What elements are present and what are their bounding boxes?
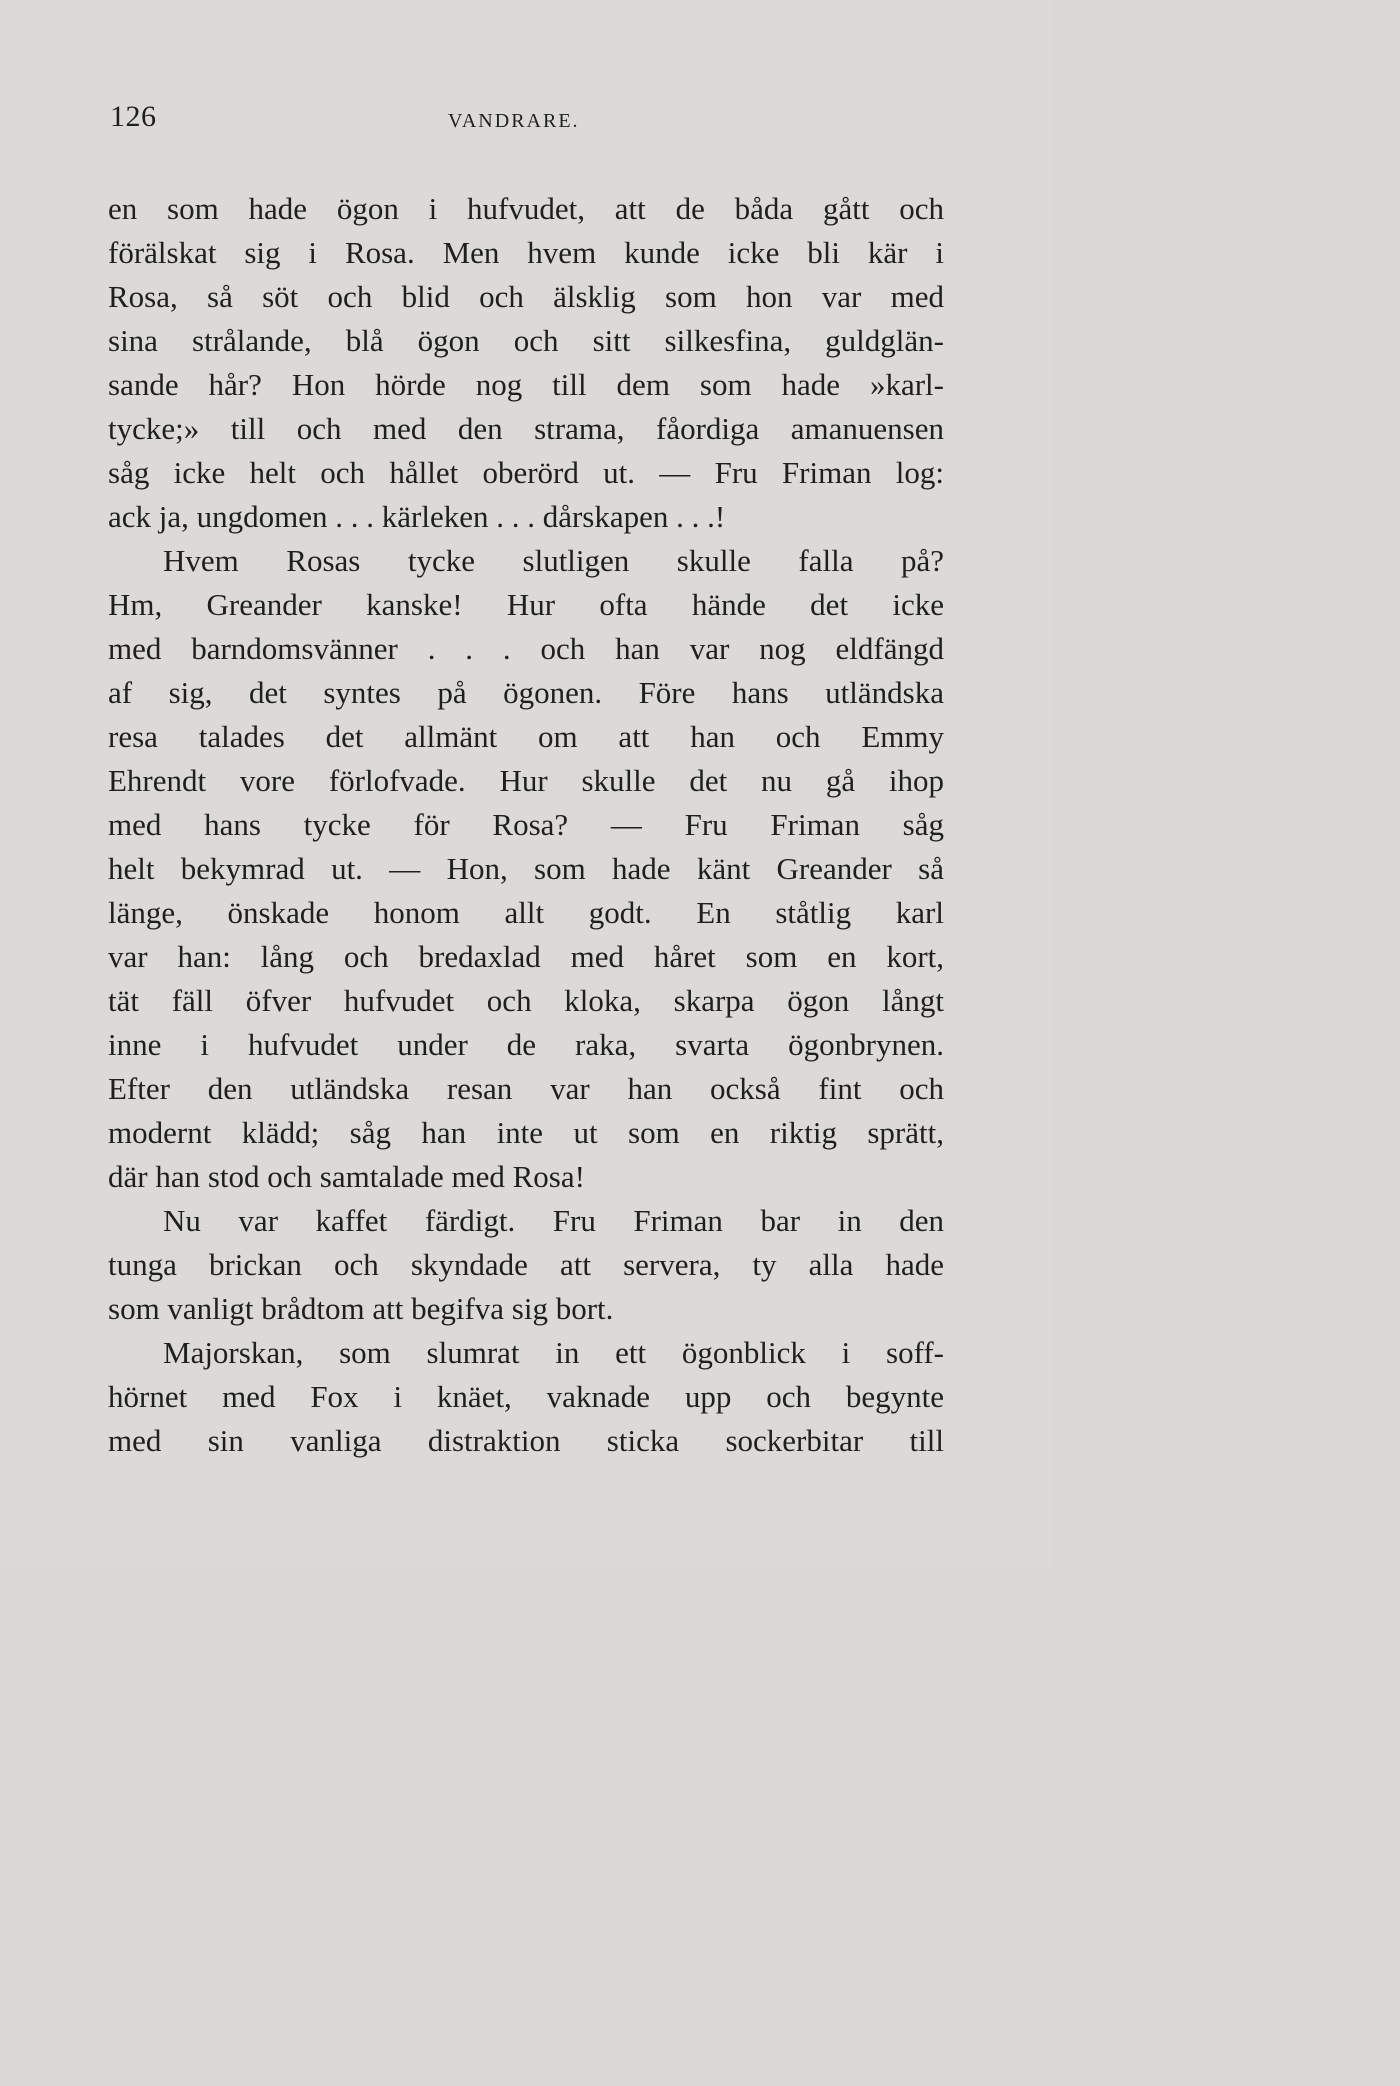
text-line: hörnet med Fox i knäet, vaknade upp och begynte [108, 1379, 944, 1414]
text-line: där han stod och samtalade med Rosa! [108, 1159, 585, 1194]
text-line: Efter den utländska resan var han också fint och [108, 1071, 944, 1106]
paragraph-start-line: Majorskan, som slumrat in ett ögonblick i soff- [163, 1335, 944, 1370]
text-line: var han: lång och bredaxlad med håret som en kort, [108, 939, 944, 974]
text-line: tunga brickan och skyndade att servera, ty alla hade [108, 1247, 944, 1282]
text-line: en som hade ögon i hufvudet, att de båda gått och [108, 191, 944, 226]
text-line: tät fäll öfver hufvudet och kloka, skarpa ögon långt [108, 983, 944, 1018]
text-line: sina strålande, blå ögon och sitt silkesfina, guldglän- [108, 323, 944, 358]
text-line: af sig, det syntes på ögonen. Före hans utländska [108, 675, 944, 710]
text-line: resa talades det allmänt om att han och Emmy [108, 719, 944, 754]
text-line: modernt klädd; såg han inte ut som en riktig sprätt, [108, 1115, 944, 1150]
text-line: med barndomsvänner . . . och han var nog eldfängd [108, 631, 944, 666]
page-header [110, 100, 945, 140]
paragraph-start-line: Nu var kaffet färdigt. Fru Friman bar in den [163, 1203, 944, 1238]
text-line: tycke;» till och med den strama, fåordiga amanuensen [108, 411, 944, 446]
text-line: Rosa, så söt och blid och älsklig som hon var med [108, 279, 944, 314]
text-line: ack ja, ungdomen . . . kärleken . . . dårskapen . . .! [108, 499, 726, 534]
page-number: 126 [110, 100, 157, 133]
text-line: inne i hufvudet under de raka, svarta ögonbrynen. [108, 1027, 944, 1062]
text-line: helt bekymrad ut. — Hon, som hade känt Greander så [108, 851, 944, 886]
text-line: Ehrendt vore förlofvade. Hur skulle det nu gå ihop [108, 763, 944, 798]
text-line: med sin vanliga distraktion sticka sockerbitar till [108, 1423, 944, 1458]
text-line: som vanligt brådtom att begifva sig bort. [108, 1291, 614, 1326]
text-line: förälskat sig i Rosa. Men hvem kunde icke bli kär i [108, 235, 944, 270]
text-line: Hm, Greander kanske! Hur ofta hände det icke [108, 587, 944, 622]
body-text [108, 187, 944, 1463]
text-line: med hans tycke för Rosa? — Fru Friman såg [108, 807, 944, 842]
text-line: länge, önskade honom allt godt. En ståtlig karl [108, 895, 944, 930]
paragraph-start-line: Hvem Rosas tycke slutligen skulle falla på? [163, 543, 944, 578]
text-line: såg icke helt och hållet oberörd ut. — Fru Friman log: [108, 455, 944, 490]
text-line: sande hår? Hon hörde nog till dem som hade »karl- [108, 367, 944, 402]
running-title: VANDRARE. [448, 110, 580, 132]
